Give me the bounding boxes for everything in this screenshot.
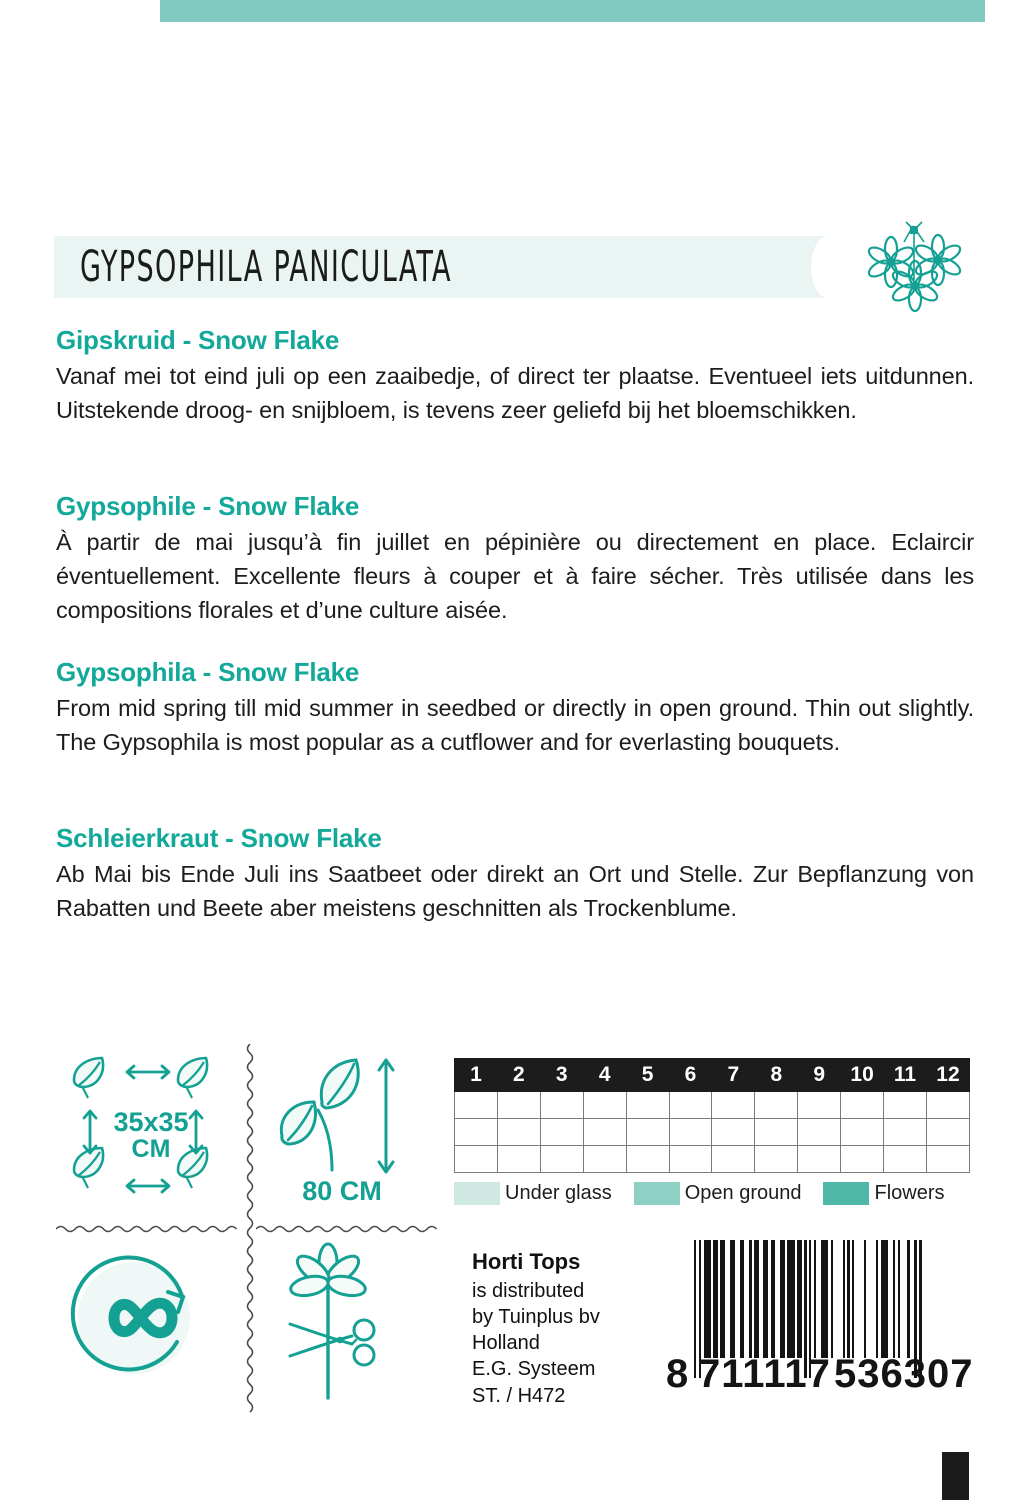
language-block-nl <box>56 326 974 427</box>
lang-title-fr: Gypsophile - Snow Flake <box>56 491 360 521</box>
info-area <box>56 1040 974 1420</box>
calendar-header-row <box>455 1059 970 1092</box>
lang-title-en: Gypsophila - Snow Flake <box>56 657 360 687</box>
company-line: Holland <box>472 1332 540 1355</box>
legend-swatch-under-glass <box>454 1182 500 1205</box>
calendar-cell <box>712 1146 755 1173</box>
calendar-cell <box>798 1119 841 1146</box>
legend-item-flowers <box>823 1182 944 1205</box>
height-value: 80 CM <box>302 1176 382 1206</box>
company-line: is distributed <box>472 1279 585 1302</box>
month-header: 3 <box>540 1059 583 1092</box>
barcode-left-group: 711117 <box>698 1352 831 1396</box>
calendar-row-open-ground <box>455 1119 970 1146</box>
month-header: 6 <box>669 1059 712 1092</box>
calendar-row-flowers <box>455 1146 970 1173</box>
calendar-cell <box>755 1119 798 1146</box>
icon-grid <box>56 1040 446 1410</box>
three-flowers-icon <box>858 218 970 314</box>
spacing-value: 35x35 <box>113 1107 189 1137</box>
month-header: 2 <box>497 1059 540 1092</box>
company-line: E.G. Systeem <box>472 1358 596 1381</box>
barcode-bars <box>694 1240 922 1358</box>
month-header: 7 <box>712 1059 755 1092</box>
lang-body-de: Ab Mai bis Ende Juli ins Saatbeet oder direkt an Ort und Stelle. Zur Bepflanzung von Rabatten und Beete aber meistens geschnitten als Trockenblume. <box>56 860 974 922</box>
calendar-cell <box>755 1092 798 1119</box>
calendar-cell <box>455 1092 498 1119</box>
company-line: by Tuinplus bv <box>472 1306 600 1328</box>
legend-label-flowers: Flowers <box>874 1182 945 1204</box>
calendar-cell <box>841 1119 884 1146</box>
month-header: 4 <box>583 1059 626 1092</box>
language-block-de <box>56 824 974 925</box>
barcode-right-group: 536307 <box>834 1352 974 1396</box>
calendar-cell <box>884 1119 927 1146</box>
calendar-cell <box>455 1146 498 1173</box>
calendar-cell <box>669 1092 712 1119</box>
calendar-cell <box>798 1092 841 1119</box>
calendar-cell <box>926 1146 969 1173</box>
language-block-fr <box>56 492 974 628</box>
calendar-cell <box>755 1146 798 1173</box>
month-header: 9 <box>798 1059 841 1092</box>
calendar-cell <box>669 1146 712 1173</box>
calendar-row-under-glass <box>455 1092 970 1119</box>
calendar-legend <box>454 1182 984 1205</box>
month-header: 1 <box>455 1059 498 1092</box>
calendar-cell <box>884 1146 927 1173</box>
barcode <box>666 1240 986 1405</box>
calendar-cell <box>497 1119 540 1146</box>
calendar-cell <box>926 1119 969 1146</box>
calendar-body <box>455 1092 970 1173</box>
lang-body-en: From mid spring till mid summer in seedbed or directly in open ground. Thin out slightly. The Gypsophila is most popular as a cutflower and for everlasting bouquets. <box>56 694 974 756</box>
language-block-en <box>56 658 974 759</box>
calendar-cell <box>626 1146 669 1173</box>
legend-swatch-flowers <box>823 1182 869 1205</box>
calendar-cell <box>798 1146 841 1173</box>
month-header: 11 <box>884 1059 927 1092</box>
cutflower-scissors-icon <box>256 1238 446 1418</box>
month-header: 8 <box>755 1059 798 1092</box>
company-line: ST. / H472 <box>472 1384 566 1407</box>
calendar-cell <box>455 1119 498 1146</box>
top-accent-bar <box>160 0 985 22</box>
calendar-cell <box>497 1146 540 1173</box>
spacing-unit: CM <box>131 1135 171 1163</box>
company-name: Horti Tops <box>472 1249 581 1274</box>
calendar-cell <box>926 1092 969 1119</box>
page-title: GYPSOPHILA PANICULATA <box>80 243 452 292</box>
calendar-cell <box>626 1119 669 1146</box>
legend-label-open-ground: Open ground <box>684 1182 802 1204</box>
sowing-calendar <box>454 1058 974 1173</box>
calendar-cell <box>669 1119 712 1146</box>
registration-mark <box>942 1452 969 1500</box>
month-header: 10 <box>841 1059 884 1092</box>
plant-height-icon <box>256 1040 446 1220</box>
calendar-cell <box>884 1092 927 1119</box>
calendar-cell <box>497 1092 540 1119</box>
calendar-cell <box>540 1092 583 1119</box>
calendar-cell <box>626 1092 669 1119</box>
calendar-cell <box>583 1092 626 1119</box>
barcode-first-digit: 8 <box>666 1352 690 1396</box>
legend-swatch-open-ground <box>634 1182 680 1205</box>
calendar-cell <box>712 1092 755 1119</box>
calendar-cell <box>540 1119 583 1146</box>
calendar-cell <box>712 1119 755 1146</box>
lang-body-fr: À partir de mai jusqu’à fin juillet en pépinière ou directement en place. Eclaircir éventuellement. Excellente fleurs à couper et à faire sécher. Très utilisée dans les compositions florales et d’une culture aisée. <box>56 528 974 624</box>
month-header: 5 <box>626 1059 669 1092</box>
legend-label-under-glass: Under glass <box>505 1182 612 1204</box>
lang-title-de: Schleierkraut - Snow Flake <box>56 823 382 853</box>
calendar-cell <box>841 1146 884 1173</box>
month-header: 12 <box>926 1059 969 1092</box>
company-info <box>472 1248 652 1409</box>
lang-body-nl: Vanaf mei tot eind juli op een zaaibedje, of direct ter plaatse. Eventueel iets uitdunnen. Uitstekende droog- en snijbloem, is tevens zeer geliefd bij het bloemschikken. <box>56 362 974 424</box>
calendar-cell <box>841 1092 884 1119</box>
legend-item-under-glass <box>454 1182 612 1205</box>
legend-item-open-ground <box>634 1182 802 1205</box>
perennial-infinity-icon <box>56 1238 246 1418</box>
calendar-cell <box>540 1146 583 1173</box>
calendar-cell <box>583 1119 626 1146</box>
plant-spacing-icon <box>56 1040 246 1220</box>
calendar-cell <box>583 1146 626 1173</box>
calendar-table <box>454 1058 970 1173</box>
lang-title-nl: Gipskruid - Snow Flake <box>56 325 340 355</box>
